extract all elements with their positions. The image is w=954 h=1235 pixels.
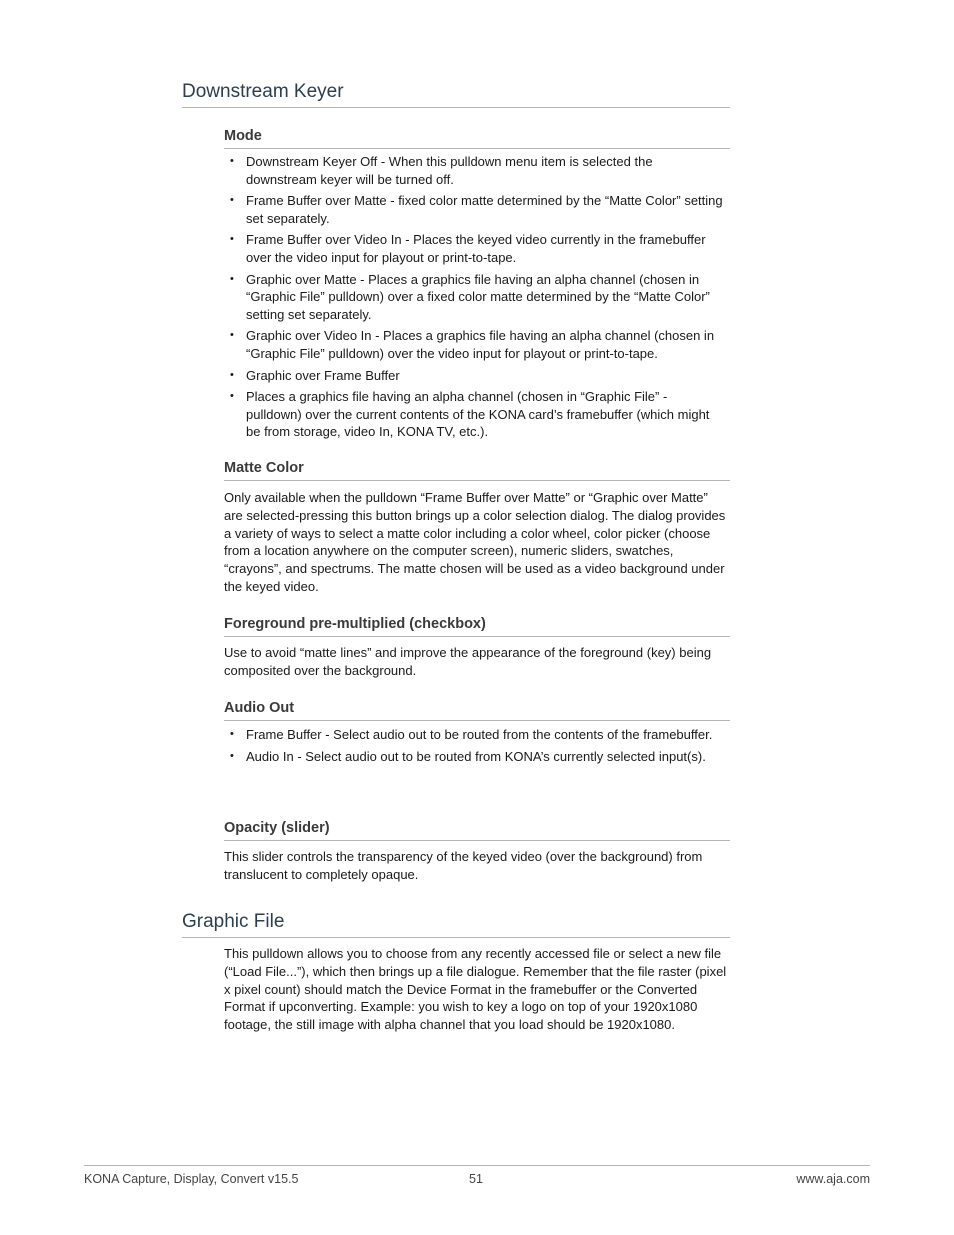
mode-list [224,153,724,445]
list-item: • Frame Buffer over Matte - fixed color matte determined by the “Matte Color” setting set separately. [224,192,724,227]
list-item: • Places a graphics file having an alpha channel (chosen in “Graphic File” - pulldown) over the current contents of the KONA card’s framebuffer (which might be from storage, video In, KONA TV, etc.). [224,388,724,441]
list-item: • Graphic over Video In - Places a graphics file having an alpha channel (chosen in “Graphic File” pulldown) over the video input for playout or print-to-tape. [224,327,724,362]
footer-divider [84,1165,870,1166]
list-item: • Downstream Keyer Off - When this pulldown menu item is selected the downstream keyer will be turned off. [224,153,724,188]
list-item: • Frame Buffer - Select audio out to be routed from the contents of the framebuffer. [224,726,724,744]
list-item: • Graphic over Frame Buffer [224,367,724,385]
footer-doc-title: KONA Capture, Display, Convert v15.5 [84,1172,299,1186]
subheading-matte-color: Matte Color [224,459,730,481]
section-title-graphic-file: Graphic File [182,911,730,938]
paragraph-matte-color: Only available when the pulldown “Frame Buffer over Matte” or “Graphic over Matte” are selected-pressing this button brings up a color selection dialog. The dialog provides a variety of ways to select a matte color including a color wheel, color picker (choose from a location anywhere on the computer screen), numeric sliders, swatches, “crayons”, and spectrums. The matte chosen will be used as a video background under the keyed video. [224,490,726,594]
audio-out-list [224,726,724,769]
subheading-foreground: Foreground pre-multiplied (checkbox) [224,615,730,637]
subheading-audio-out: Audio Out [224,699,730,721]
footer-page-number: 51 [469,1172,483,1186]
paragraph-opacity: This slider controls the transparency of the keyed video (over the background) from translucent to completely opaque. [224,849,703,882]
paragraph-foreground: Use to avoid “matte lines” and improve the appearance of the foreground (key) being composited over the background. [224,645,712,678]
footer-website: www.aja.com [796,1172,870,1186]
section-title-downstream-keyer: Downstream Keyer [182,81,730,108]
list-item: • Audio In - Select audio out to be routed from KONA’s currently selected input(s). [224,748,724,766]
paragraph-graphic-file: This pulldown allows you to choose from any recently accessed file or select a new file (“Load File...”), which then brings up a file dialogue. Remember that the file raster (pixel x pixel count) should match the Device Format in the framebuffer or the Converted Format if upconverting. Example: you wish to key a logo on top of your 1920x1080 footage, the still image with alpha channel that you load should be 1920x1080. [224,946,727,1033]
list-item: • Graphic over Matte - Places a graphics file having an alpha channel (chosen in “Graphic File” pulldown) over a fixed color matte determined by the “Matte Color” setting set separately. [224,271,724,324]
subheading-mode: Mode [224,127,730,149]
subheading-opacity: Opacity (slider) [224,819,730,841]
list-item: • Frame Buffer over Video In - Places the keyed video currently in the framebuffer over the video input for playout or print-to-tape. [224,231,724,266]
